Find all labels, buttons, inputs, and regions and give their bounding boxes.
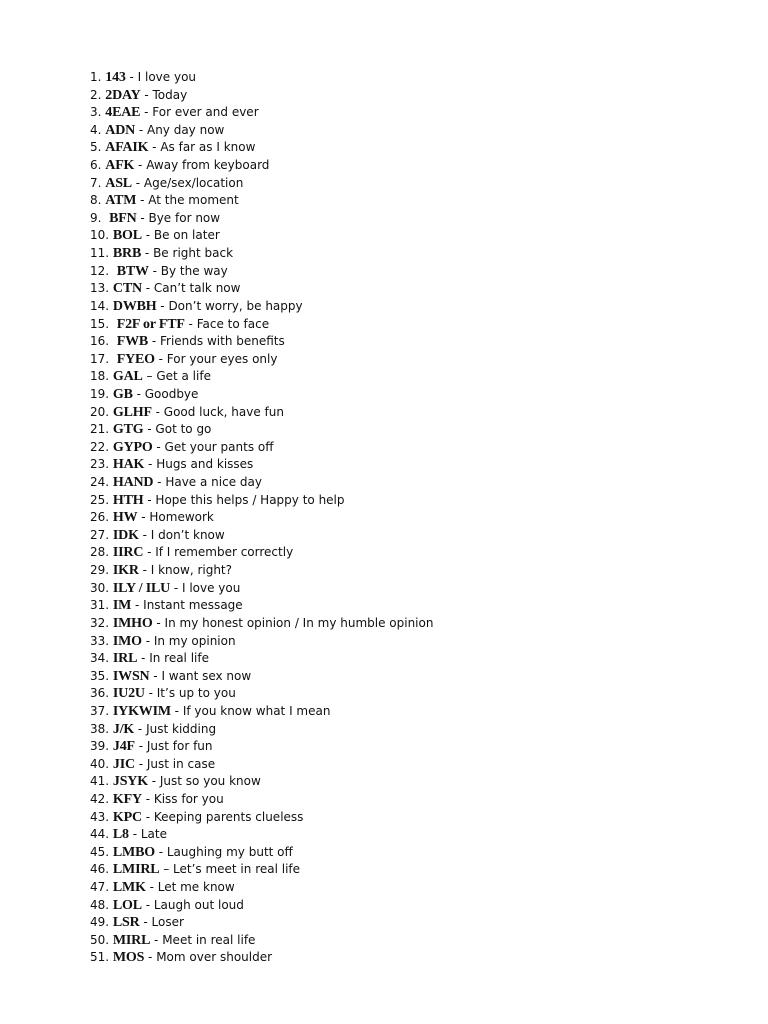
list-item — [90, 122, 730, 140]
item-number: 49. — [90, 915, 110, 930]
item-number: 21. — [90, 422, 110, 437]
list-item — [90, 615, 730, 633]
item-abbreviation: L8 — [112, 827, 129, 843]
list-item — [90, 949, 730, 967]
list-item — [90, 245, 730, 263]
item-abbreviation: ATM — [105, 193, 137, 209]
item-meaning: Just for fun — [146, 739, 213, 754]
item-number: 34. — [90, 651, 110, 666]
item-separator: - — [131, 175, 144, 190]
item-meaning: Good luck, have fun — [163, 404, 284, 419]
item-meaning: In my opinion — [153, 633, 236, 648]
item-separator: - — [150, 932, 163, 947]
list-item — [90, 932, 730, 950]
item-meaning: Away from keyboard — [146, 158, 270, 173]
list-item — [90, 368, 730, 386]
item-number: 51. — [90, 950, 110, 965]
list-item — [90, 721, 730, 739]
item-number: 44. — [90, 827, 110, 842]
item-separator: - — [149, 668, 162, 683]
item-abbreviation: 4EAE — [105, 105, 141, 121]
item-number: 41. — [90, 774, 110, 789]
item-meaning: As far as I know — [160, 140, 256, 155]
item-meaning: For ever and ever — [152, 105, 259, 120]
item-abbreviation: IWSN — [112, 668, 150, 684]
item-number: 28. — [90, 545, 110, 560]
item-meaning: Keeping parents clueless — [153, 809, 304, 824]
item-number: 46. — [90, 862, 110, 877]
list-item — [90, 738, 730, 756]
item-abbreviation: HW — [112, 510, 138, 526]
item-meaning: Instant message — [143, 598, 243, 613]
item-abbreviation: IIRC — [112, 545, 144, 561]
list-item — [90, 421, 730, 439]
item-separator: - — [125, 70, 138, 84]
list-item — [90, 773, 730, 791]
item-meaning: By the way — [160, 263, 228, 278]
list-item — [90, 157, 730, 175]
item-abbreviation: J4F — [112, 739, 135, 755]
item-number: 31. — [90, 598, 110, 613]
item-meaning: I want sex now — [161, 668, 252, 683]
item-abbreviation: IKR — [112, 563, 139, 579]
item-number: 26. — [90, 510, 110, 525]
list-item — [90, 844, 730, 862]
item-separator: - — [141, 633, 154, 648]
list-item — [90, 544, 730, 562]
item-number: 4. — [90, 122, 102, 137]
item-abbreviation: 143 — [105, 70, 126, 85]
item-abbreviation: BFN — [109, 210, 137, 226]
item-number: 43. — [90, 809, 110, 824]
item-meaning: Laughing my butt off — [166, 844, 293, 859]
item-separator: - — [154, 351, 167, 366]
item-separator: - — [184, 316, 197, 331]
item-number: 19. — [90, 386, 110, 401]
item-meaning: Just kidding — [146, 721, 217, 736]
item-separator: - — [138, 563, 151, 578]
item-meaning: I don’t know — [150, 527, 225, 542]
list-item — [90, 492, 730, 510]
item-number: 38. — [90, 721, 110, 736]
item-number: 2. — [90, 87, 102, 102]
list-item — [90, 509, 730, 527]
list-item — [90, 87, 730, 105]
item-separator: - — [134, 158, 147, 173]
item-number: 24. — [90, 475, 110, 490]
item-meaning: Let’s meet in real life — [173, 862, 301, 877]
list-item — [90, 263, 730, 281]
item-separator: – — [159, 862, 174, 877]
item-abbreviation: IYKWIM — [112, 703, 171, 719]
item-abbreviation: ILY / ILU — [112, 580, 170, 596]
item-number: 50. — [90, 932, 110, 947]
item-abbreviation: IM — [112, 598, 132, 614]
item-separator: - — [134, 756, 147, 771]
item-separator: - — [141, 246, 154, 261]
item-abbreviation: MOS — [112, 950, 145, 966]
item-number: 29. — [90, 563, 110, 578]
item-meaning: Get your pants off — [164, 439, 274, 454]
item-meaning: Today — [152, 87, 188, 102]
list-item — [90, 139, 730, 157]
item-number: 11. — [90, 246, 110, 261]
item-separator: - — [143, 422, 156, 437]
item-abbreviation: BRB — [112, 246, 142, 262]
item-number: 39. — [90, 739, 110, 754]
item-separator: - — [132, 386, 145, 401]
list-item — [90, 351, 730, 369]
list-item — [90, 685, 730, 703]
item-separator: - — [134, 721, 147, 736]
item-abbreviation: J/K — [112, 721, 135, 737]
item-meaning: Get a life — [156, 369, 211, 384]
item-abbreviation: HTH — [112, 492, 144, 508]
item-separator: - — [141, 809, 154, 824]
item-meaning: Don’t worry, be happy — [168, 298, 303, 313]
item-separator: - — [151, 404, 164, 419]
item-meaning: Bye for now — [148, 210, 221, 225]
item-meaning: Can’t talk now — [153, 281, 241, 296]
item-separator: - — [152, 439, 165, 454]
list-item — [90, 650, 730, 668]
list-item — [90, 227, 730, 245]
item-number: 7. — [90, 175, 102, 190]
item-meaning: In real life — [149, 651, 209, 666]
item-meaning: Just in case — [146, 756, 216, 771]
item-meaning: Got to go — [155, 422, 212, 437]
list-item — [90, 809, 730, 827]
item-abbreviation: JSYK — [112, 774, 148, 790]
item-separator: - — [136, 210, 149, 225]
item-number: 32. — [90, 615, 110, 630]
item-abbreviation: LSR — [112, 915, 140, 931]
list-item — [90, 404, 730, 422]
item-meaning: Homework — [149, 510, 214, 525]
item-separator: - — [144, 950, 157, 965]
item-number: 33. — [90, 633, 110, 648]
item-separator: - — [156, 298, 169, 313]
item-abbreviation: LOL — [112, 897, 142, 913]
item-number: 35. — [90, 668, 110, 683]
item-meaning: For your eyes only — [166, 351, 278, 366]
item-abbreviation: BOL — [112, 228, 142, 244]
list-item — [90, 826, 730, 844]
item-abbreviation: ADN — [105, 122, 136, 138]
item-number: 10. — [90, 228, 110, 243]
item-number: 16. — [90, 334, 110, 349]
item-meaning: It’s up to you — [156, 686, 236, 701]
item-abbreviation: DWBH — [112, 298, 157, 314]
item-separator: - — [148, 263, 161, 278]
item-meaning: Be right back — [153, 246, 234, 261]
item-separator: - — [144, 686, 157, 701]
item-abbreviation: CTN — [112, 281, 142, 297]
item-separator: - — [170, 703, 183, 718]
item-number: 40. — [90, 756, 110, 771]
item-meaning: Mom over shoulder — [156, 950, 273, 965]
list-item — [90, 703, 730, 721]
item-abbreviation: JIC — [112, 756, 135, 772]
item-number: 48. — [90, 897, 110, 912]
item-number: 14. — [90, 298, 110, 313]
item-separator: - — [137, 510, 150, 525]
list-item — [90, 861, 730, 879]
list-item — [90, 580, 730, 598]
item-abbreviation: IMO — [112, 633, 142, 649]
list-item — [90, 456, 730, 474]
item-separator: - — [136, 193, 149, 208]
item-separator: – — [142, 369, 157, 384]
item-abbreviation: 2DAY — [105, 87, 141, 103]
list-item — [90, 316, 730, 334]
item-abbreviation: GTG — [112, 422, 144, 438]
item-abbreviation: IDK — [112, 527, 139, 543]
item-gap — [109, 334, 117, 348]
item-meaning: Goodbye — [144, 386, 199, 401]
item-number: 6. — [90, 158, 102, 173]
item-number: 3. — [90, 105, 102, 120]
item-abbreviation: AFK — [105, 158, 135, 174]
item-number: 8. — [90, 193, 102, 208]
item-number: 36. — [90, 686, 110, 701]
item-abbreviation: LMBO — [112, 844, 155, 860]
list-item — [90, 474, 730, 492]
item-abbreviation: IMHO — [112, 615, 153, 631]
item-meaning: I love you — [137, 70, 197, 84]
item-abbreviation: IU2U — [112, 686, 145, 702]
item-meaning: Be on later — [153, 228, 220, 243]
item-separator: - — [128, 827, 141, 842]
item-meaning: Late — [140, 827, 167, 842]
item-abbreviation: KPC — [112, 809, 142, 825]
item-separator: - — [147, 774, 160, 789]
item-meaning: Have a nice day — [165, 475, 262, 490]
item-number: 18. — [90, 369, 110, 384]
item-separator: - — [140, 105, 153, 120]
item-separator: - — [145, 880, 158, 895]
item-separator: - — [141, 281, 154, 296]
item-meaning: If you know what I mean — [182, 703, 331, 718]
item-gap — [109, 317, 117, 331]
item-number: 12. — [90, 263, 110, 278]
item-separator: - — [170, 580, 182, 595]
item-abbreviation: ASL — [105, 175, 132, 191]
list-item — [90, 175, 730, 193]
item-number: 1. — [90, 70, 102, 84]
item-number: 20. — [90, 404, 110, 419]
item-number: 15. — [90, 316, 110, 331]
list-item — [90, 879, 730, 897]
item-separator: - — [140, 87, 153, 102]
list-item — [90, 527, 730, 545]
item-separator: - — [137, 651, 150, 666]
item-meaning: Friends with benefits — [160, 334, 285, 349]
item-meaning: Hugs and kisses — [156, 457, 254, 472]
item-abbreviation: LMIRL — [112, 862, 160, 878]
item-meaning: Hope this helps / Happy to help — [155, 492, 345, 507]
item-number: 25. — [90, 492, 110, 507]
item-number: 13. — [90, 281, 110, 296]
item-separator: - — [152, 615, 165, 630]
list-item — [90, 104, 730, 122]
item-abbreviation: GAL — [112, 369, 143, 385]
item-meaning: I know, right? — [150, 563, 233, 578]
item-meaning: In my honest opinion / In my humble opinion — [164, 615, 434, 630]
list-item — [90, 914, 730, 932]
item-number: 17. — [90, 351, 110, 366]
item-meaning: At the moment — [148, 193, 239, 208]
item-separator: - — [135, 122, 147, 137]
item-separator: - — [139, 915, 152, 930]
item-meaning: If I remember correctly — [155, 545, 294, 560]
item-abbreviation: LMK — [112, 880, 146, 896]
item-number: 42. — [90, 791, 110, 806]
list-item — [90, 210, 730, 228]
item-abbreviation: FWB — [116, 334, 149, 350]
item-abbreviation: FYEO — [116, 351, 155, 367]
item-separator: - — [138, 527, 151, 542]
item-separator: - — [153, 475, 166, 490]
item-separator: - — [141, 228, 154, 243]
list-item — [90, 668, 730, 686]
item-number: 22. — [90, 439, 110, 454]
item-abbreviation: KFY — [112, 791, 142, 807]
item-gap — [109, 264, 117, 278]
item-meaning: Loser — [151, 915, 184, 930]
item-number: 27. — [90, 527, 110, 542]
list-item — [90, 597, 730, 615]
item-meaning: Let me know — [157, 880, 235, 895]
list-item — [90, 756, 730, 774]
item-meaning: Laugh out loud — [153, 897, 244, 912]
item-separator: - — [131, 598, 144, 613]
item-separator: - — [143, 545, 156, 560]
item-number: 30. — [90, 580, 110, 595]
item-abbreviation: IRL — [112, 651, 138, 667]
item-meaning: Any day now — [146, 122, 225, 137]
item-meaning: Face to face — [196, 316, 270, 331]
list-item — [90, 386, 730, 404]
item-meaning: Kiss for you — [153, 791, 224, 806]
item-number: 23. — [90, 457, 110, 472]
item-abbreviation: GB — [112, 386, 133, 402]
item-gap — [109, 352, 117, 366]
list-item — [90, 298, 730, 316]
item-number: 9. — [90, 210, 102, 225]
list-item — [90, 897, 730, 915]
list-item — [90, 439, 730, 457]
item-separator: - — [144, 457, 157, 472]
item-abbreviation: HAK — [112, 457, 145, 473]
list-item — [90, 192, 730, 210]
item-abbreviation: GYPO — [112, 439, 153, 455]
item-meaning: Age/sex/location — [143, 175, 244, 190]
item-separator: - — [154, 844, 167, 859]
item-separator: - — [148, 334, 160, 349]
item-abbreviation: BTW — [116, 263, 149, 279]
item-abbreviation: MIRL — [112, 932, 151, 948]
item-meaning: Meet in real life — [162, 932, 256, 947]
item-separator: - — [143, 492, 156, 507]
item-meaning: Just so you know — [159, 774, 261, 789]
item-abbreviation: GLHF — [112, 404, 152, 420]
item-abbreviation: AFAIK — [105, 140, 149, 156]
item-meaning: I love you — [181, 580, 241, 595]
item-gap — [101, 211, 109, 225]
item-abbreviation: HAND — [112, 475, 154, 491]
item-number: 47. — [90, 880, 110, 895]
item-separator: - — [141, 897, 154, 912]
list-item — [90, 69, 730, 87]
item-abbreviation: F2F or FTF — [116, 316, 185, 332]
list-item — [90, 333, 730, 351]
item-separator: - — [134, 739, 147, 754]
abbreviation-list — [90, 69, 730, 967]
item-number: 5. — [90, 140, 102, 155]
list-item — [90, 633, 730, 651]
list-item — [90, 791, 730, 809]
list-item — [90, 280, 730, 298]
item-separator: - — [141, 791, 154, 806]
list-item — [90, 562, 730, 580]
item-separator: - — [148, 140, 161, 155]
item-number: 37. — [90, 703, 110, 718]
item-number: 45. — [90, 844, 110, 859]
